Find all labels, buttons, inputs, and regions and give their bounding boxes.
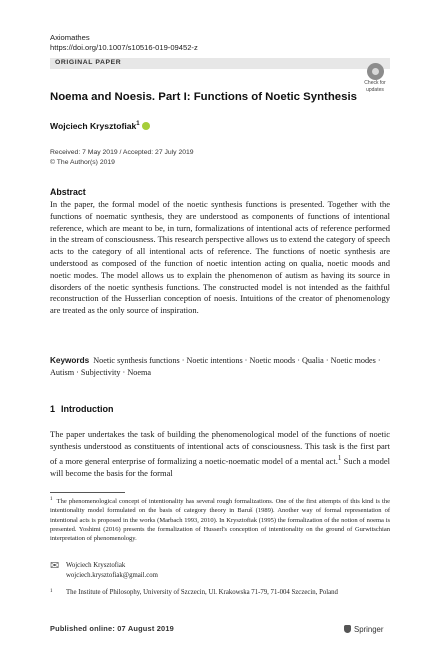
envelope-icon: ✉ <box>50 560 60 572</box>
keywords-block <box>50 355 390 380</box>
keywords-label: Keywords <box>50 356 90 365</box>
check-updates-line1: Check for <box>364 80 386 86</box>
journal-header <box>50 33 198 53</box>
contact-name: Wojciech Krysztofiak <box>66 562 126 569</box>
abstract-heading: Abstract <box>50 187 86 197</box>
affiliation-text: The Institute of Philosophy, University of Szczecin, Ul. Krakowska 71-79, 71-004 Szczecin, Poland <box>66 589 338 596</box>
published-online: Published online: 07 August 2019 <box>50 624 174 633</box>
journal-name: Axiomathes <box>50 33 90 42</box>
received-accepted: Received: 7 May 2019 / Accepted: 27 July 2019 <box>50 149 194 156</box>
publisher-name: Springer <box>354 625 384 634</box>
publication-dates <box>50 148 194 167</box>
contact-email[interactable]: wojciech.krysztofiak@gmail.com <box>66 572 158 579</box>
abstract-text: In the paper, the formal model of the noetic synthesis functions is presented. Together with the functions of noematic synthesis, they are understood as components of functions of intentional reference, which are meant to be, in turn, formalizations of intentional acts of reference performed in the stream of consciousness. This research perspective allows us to extend the category of speech acts to the category of all intentional acts of reference. The functions of noetic synthesis are understood as composed of the function of noetic intention acting on qualia, noetic moods and noetic modes. The model allows us to explain the phenomenon of autism as having its source in disorders of the noetic synthesis functions. The constructed model is not intended as the faithful reconstruction of the Husserlian conception of noesis. Intuitions of the creator of phenomenology are treated as the only source of inspiration. <box>50 199 390 316</box>
keywords-list: Noetic synthesis functions · Noetic intentions · Noetic moods · Qualia · Noetic modes · Autism · Subjectivity · Noema <box>50 356 381 378</box>
author-affiliation-marker: 1 <box>136 121 140 128</box>
corresponding-author <box>66 561 158 581</box>
footnote <box>50 495 390 543</box>
intro-text: The paper undertakes the task of building the phenomenological model of the functions of noetic synthesis understood as constituents of intentional acts of consciousness. This task is the first part of a more general enterprise of formalizing a noetic-noematic model of a mental act. <box>50 429 390 466</box>
copyright: © The Author(s) 2019 <box>50 158 115 166</box>
footnote-text: The phenomenological concept of intentionality has several rough formalizations. One of the first attempts of this kind is the intentionality model formulated on the basis of category theory in Baruš (1989). Another way of formal representation of intentional acts is proposed in the works (Marbach 1993, 2010). In Krysztofiak (1995) the formalization of the notion of noema is presented. Yoshimi (2016) presents the formalization of Husserl's conception of intentionality on the ground of Gurwitschian interpretation of phenomenology. <box>50 498 391 542</box>
footnote-ref[interactable]: 1 <box>337 454 342 462</box>
publisher-logo <box>344 625 383 634</box>
doi-link[interactable]: https://doi.org/10.1007/s10516-019-09452-z <box>50 43 198 52</box>
springer-horse-icon <box>344 625 351 633</box>
author-name[interactable]: Wojciech Krysztofiak <box>50 121 137 131</box>
introduction-paragraph <box>50 428 390 479</box>
author-line <box>50 121 150 131</box>
check-updates-line2: updates <box>366 86 384 93</box>
check-updates-icon <box>367 63 384 80</box>
footnote-marker: 1 <box>50 497 53 502</box>
intro-text-continued: Such a model will become the basis for the formal <box>50 455 390 478</box>
section-number: 1 <box>50 404 56 414</box>
article-type-label: ORIGINAL PAPER <box>55 59 122 66</box>
affiliation-number: 1 <box>50 589 53 594</box>
check-for-updates-badge[interactable] <box>361 63 389 93</box>
section-title: Introduction <box>61 404 114 414</box>
section-heading <box>50 404 114 414</box>
paper-title: Noema and Noesis. Part I: Functions of Noetic Synthesis <box>50 91 357 103</box>
footnote-divider <box>50 492 125 493</box>
orcid-icon[interactable] <box>142 122 150 130</box>
